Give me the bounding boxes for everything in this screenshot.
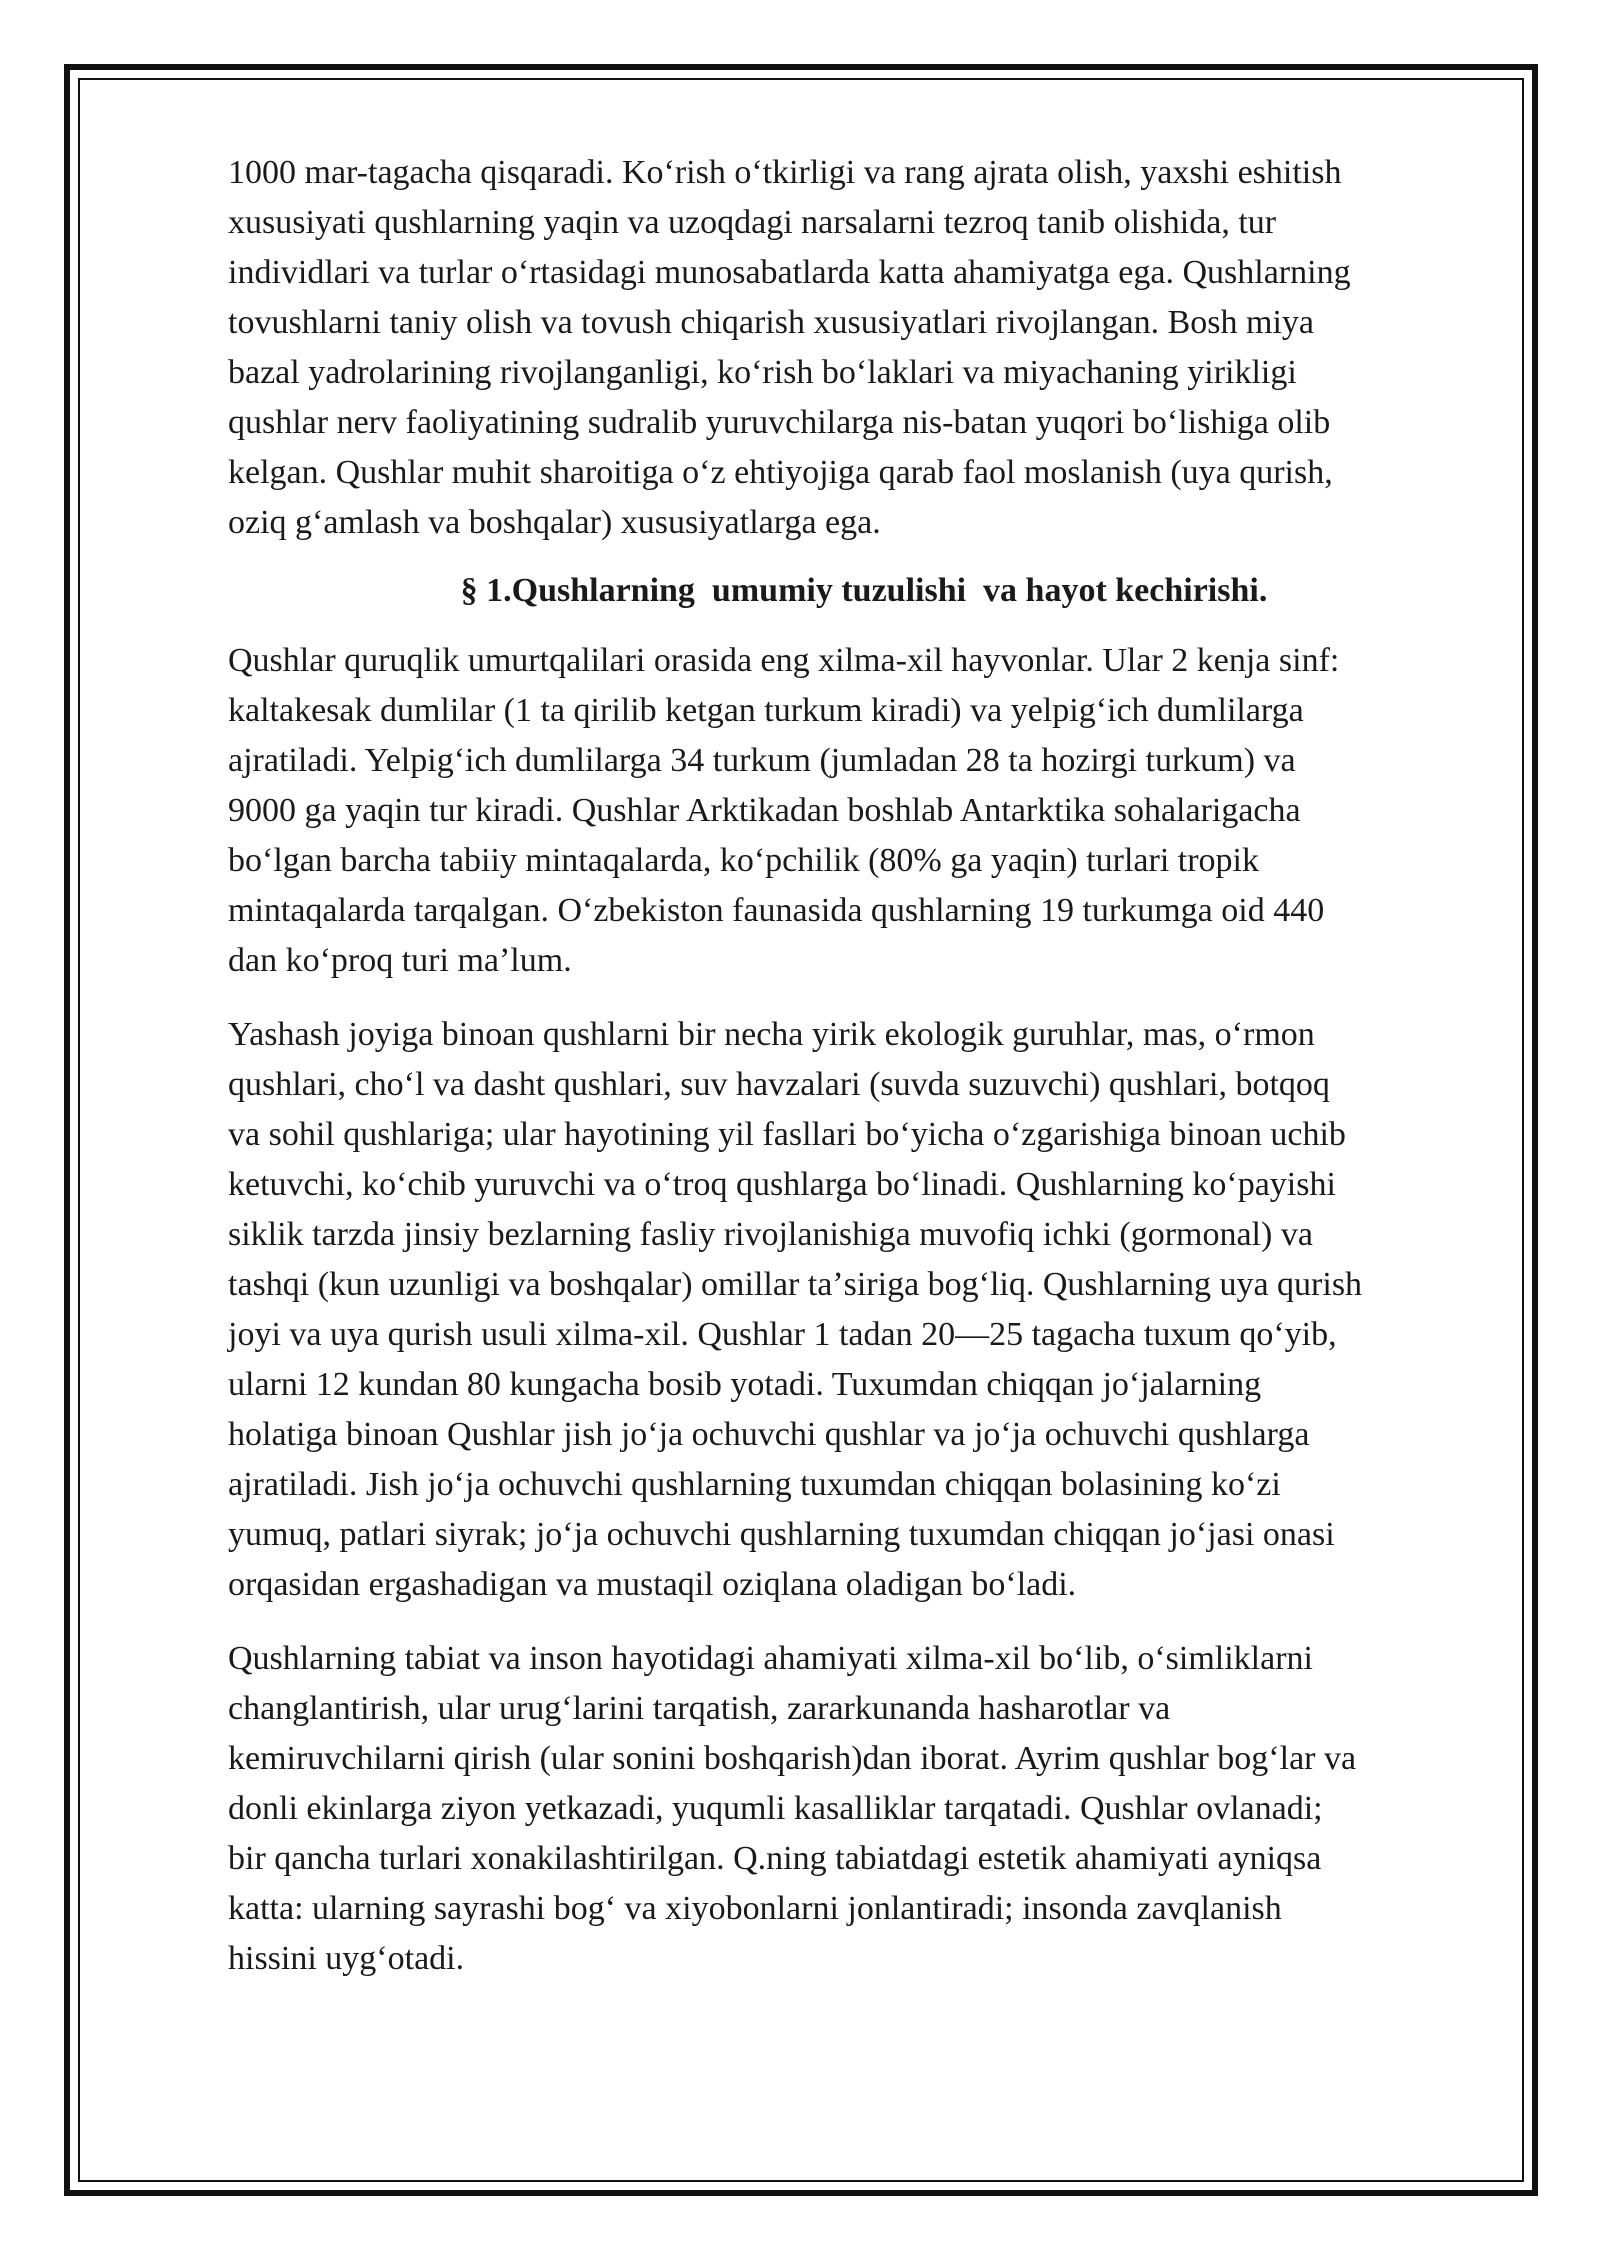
text-line: 1000 mar-tagacha qisqaradi. Koʻrish oʻtkirligi va rang ajrata olish, yaxshi eshitish [228,154,1342,191]
text-line: changlantirish, ular urugʻlarini tarqatish, zararkunanda hasharotlar va [228,1690,1171,1727]
text-line: bazal yadrolarining rivojlanganligi, koʻrish boʻlaklari va miyachaning yirikligi [228,354,1297,391]
text-line: holatiga binoan Qushlar jish joʻja ochuvchi qushlar va joʻja ochuvchi qushlarga [228,1416,1310,1453]
text-line: bir qancha turlari xonakilashtirilgan. Q.ning tabiatdagi estetik ahamiyati ayniqsa [228,1840,1322,1877]
text-line: donli ekinlarga ziyon yetkazadi, yuqumli kasalliklar tarqatadi. Qushlar ovlanadi; [228,1790,1323,1827]
text-line: va sohil qushlariga; ular hayotining yil fasllari boʻyicha oʻzgarishiga binoan uchib [228,1116,1346,1153]
text-line: kemiruvchilarni qirish (ular sonini boshqarish)dan iborat. Ayrim qushlar bogʻlar va [228,1740,1357,1777]
text-line: boʻlgan barcha tabiiy mintaqalarda, koʻpchilik (80% ga yaqin) turlari tropik [228,842,1259,879]
text-line: katta: ularning sayrashi bogʻ va xiyobonlarni jonlantiradi; insonda zavqlanish [228,1890,1282,1927]
text-line: Qushlar quruqlik umurtqalilari orasida eng xilma-xil hayvonlar. Ular 2 kenja sinf: [228,642,1340,679]
text-line: dan koʻproq turi maʼlum. [228,942,572,979]
text-line: joyi va uya qurish usuli xilma-xil. Qushlar 1 tadan 20—25 tagacha tuxum qoʻyib, [228,1316,1337,1353]
text-line: ketuvchi, koʻchib yuruvchi va oʻtroq qushlarga boʻlinadi. Qushlarning koʻpayishi [228,1166,1336,1203]
text-line: tashqi (kun uzunligi va boshqalar) omillar taʼsiriga bogʻliq. Qushlarning uya qurish [228,1266,1363,1303]
paragraph-4 [228,1634,1500,1984]
text-line: 9000 ga yaqin tur kiradi. Qushlar Arktikadan boshlab Antarktika sohalarigacha [228,792,1301,829]
paragraph-3 [228,1010,1500,1610]
text-line: hissini uygʻotadi. [228,1940,465,1977]
text-line: Qushlarning tabiat va inson hayotidagi ahamiyati xilma-xil boʻlib, oʻsimliklarni [228,1640,1313,1677]
text-line: xususiyati qushlarning yaqin va uzoqdagi narsalarni tezroq tanib olishida, tur [228,204,1277,241]
text-line: siklik tarzda jinsiy bezlarning fasliy rivojlanishiga muvofiq ichki (gormonal) va [228,1216,1313,1253]
section-heading: § 1.Qushlarning umumiy tuzulishi va hayot kechirishi. [460,572,1268,609]
text-line: tovushlarni taniy olish va tovush chiqarish xususiyatlari rivojlangan. Bosh miya [228,304,1314,341]
text-line: mintaqalarda tarqalgan. Oʻzbekiston faunasida qushlarning 19 turkumga oid 440 [228,892,1325,929]
text-line: Yashash joyiga binoan qushlarni bir necha yirik ekologik guruhlar, mas, oʻrmon [228,1016,1315,1053]
text-line: qushlari, choʻl va dasht qushlari, suv havzalari (suvda suzuvchi) qushlari, botqoq [228,1066,1330,1103]
document-body [228,148,1500,1984]
text-line: qushlar nerv faoliyatining sudralib yuruvchilarga nis-batan yuqori boʻlishiga olib [228,404,1331,441]
text-line: ularni 12 kundan 80 kungacha bosib yotadi. Tuxumdan chiqqan joʻjalarning [228,1366,1262,1403]
text-line: kelgan. Qushlar muhit sharoitiga oʻz ehtiyojiga qarab faol moslanish (uya qurish, [228,454,1333,491]
text-line: individlari va turlar oʻrtasidagi munosabatlarda katta ahamiyatga ega. Qushlarning [228,254,1351,291]
text-line: kaltakesak dumlilar (1 ta qirilib ketgan turkum kiradi) va yelpigʻich dumlilarga [228,692,1304,729]
text-line: yumuq, patlari siyrak; joʻja ochuvchi qushlarning tuxumdan chiqqan joʻjasi onasi [228,1516,1335,1553]
text-line: oziq gʻamlash va boshqalar) xususiyatlarga ega. [228,504,881,541]
paragraph-1 [228,148,1500,548]
text-line: ajratiladi. Yelpigʻich dumlilarga 34 turkum (jumladan 28 ta hozirgi turkum) va [228,742,1296,779]
paragraph-2 [228,636,1500,986]
text-line: orqasidan ergashadigan va mustaqil oziqlana oladigan boʻladi. [228,1566,1077,1603]
text-line: ajratiladi. Jish joʻja ochuvchi qushlarning tuxumdan chiqqan bolasining koʻzi [228,1466,1281,1503]
